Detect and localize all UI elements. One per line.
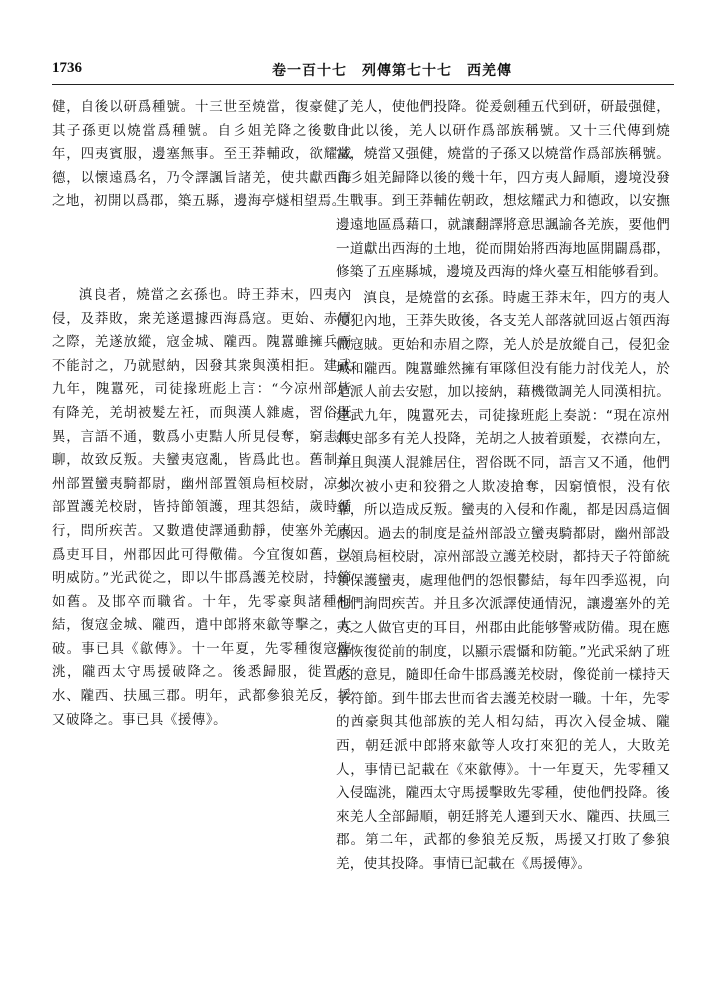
translation-paragraph-2: 滇良，是燒當的玄孫。時處王莽末年，四方的夷人侵犯內地，王莽失敗後，各支羌人部落就回返占領西海做寇賊。更始和赤眉之際，羌人於是放縱自己，侵犯金城和隴西。隗囂雖然擁有軍隊但没有能力討伐羌人，於是派人前去安慰，加以接納，藉機徵調羌人同漢相抗。建武九年，隗囂死去，司徒掾班彪上奏説：“現在凉州刺史部多有羌人投降，羌胡之人披着頭髮，衣襟向左，并且與漢人混雜居住，習俗既不同，語言又不通，他們多次被小吏和狡猾之人欺凌搶奪，因窮憤恨，没有依靠，所以造成反叛。蠻夷的入侵和作亂，都是因爲這個原因。過去的制度是益州部設立蠻夷騎都尉，幽州部設立領烏桓校尉，凉州部設立護羌校尉，都持天子符節統領保護蠻夷，處理他們的怨恨鬱結，每年四季巡視，向他們詢問疾苦。并且多次派譯使通情況，讓邊塞外的羌夷之人做官吏的耳目，州郡由此能够警戒防備。現在應當恢復從前的制度，以顯示震懾和防範。”光武采納了班彪的意見，隨即任命牛邯爲護羌校尉，像從前一樣持天子符節。到牛邯去世而省去護羌校尉一職。十年，先零的酋豪與其他部族的羌人相勾結，再次入侵金城、隴西，朝廷派中郎將來歙等人攻打來犯的羌人，大敗羌人，事情已記載在《來歙傳》。十一年夏天，先零種又入侵臨洮，隴西太守馬援擊敗先零種，使他們投降。後來羌人全部歸順，朝廷將羌人遷到天水、隴西、扶風三郡。第二年，武都的參狼羌反叛，馬援又打敗了參狼羌，使其投降。事情已記載在《馬援傳》。 <box>336 289 670 872</box>
translation-paragraph-1: 了羌人，使他們投降。從爰劍種五代到研，研最强健，自此以後，羌人以研作爲部族稱號。又十三代傳到燒當，燒當又强健，燒當的子孫又以燒當作爲部族稱號。自彡姐羌歸降以後的幾十年，四方夷人歸順，邊境没發生戰事。到王莽輔佐朝政，想炫耀武力和德政，以安撫邊遠地區爲藉口，就讓翻譯將意思諷諭各羌族，要他們一道獻出西海的土地，從而開始將西海地區開闢爲郡，修築了五座縣城，邊境及西海的烽火臺互相能够看到。 <box>336 99 670 281</box>
page-number: 1736 <box>52 60 82 76</box>
running-title: 卷一百十七 列傳第七十七 西羌傳 <box>272 63 512 79</box>
translation-column <box>336 96 670 877</box>
classical-paragraph-2: 滇良者，燒當之玄孫也。時王莽末，四夷內侵，及莽敗，衆羌遂還據西海爲寇。更始、赤眉之際，羌遂放縱，寇金城、隴西。隗囂雖擁兵而不能討之，乃就慰納，因發其衆與漢相拒。建武九年，隗囂死，司徒掾班彪上言：“今凉州部皆有降羌，羌胡被髮左衽，而與漢人雜處，習俗既異，言語不通，數爲小吏黠人所見侵奪，窮恚無聊，故致反叛。夫蠻夷寇亂，皆爲此也。舊制益州部置蠻夷騎都尉，幽州部置領烏桓校尉，凉州部置護羌校尉，皆持節領護，理其怨結，歲時循行，問所疾苦。又數遣使譯通動靜，使塞外羌夷爲吏耳目，州郡因此可得儆備。今宜復如舊，以明威防。”光武從之，即以牛邯爲護羌校尉，持節如舊。及邯卒而職省。十年，先零豪與諸種相結，復寇金城、隴西，遣中郎將來歙等擊之，大破。事已具《歙傳》。十一年夏，先零種復寇臨洮，隴西太守馬援破降之。後悉歸服，徙置天水、隴西、扶風三郡。明年，武都參狼羌反，援又破降之。事已具《援傳》。 <box>52 287 352 728</box>
classical-paragraph-1: 健，自後以研爲種號。十三世至燒當，復豪健，其子孫更以燒當爲種號。自彡姐羌降之後數十年，四夷賓服，邊塞無事。至王莽輔政，欲耀威德，以懷遠爲名，乃令譯諷旨諸羌，使共獻西海之地，初開以爲郡，築五縣，邊海亭燧相望焉。 <box>52 100 352 210</box>
classical-text-column <box>52 96 352 732</box>
running-header <box>52 56 674 85</box>
